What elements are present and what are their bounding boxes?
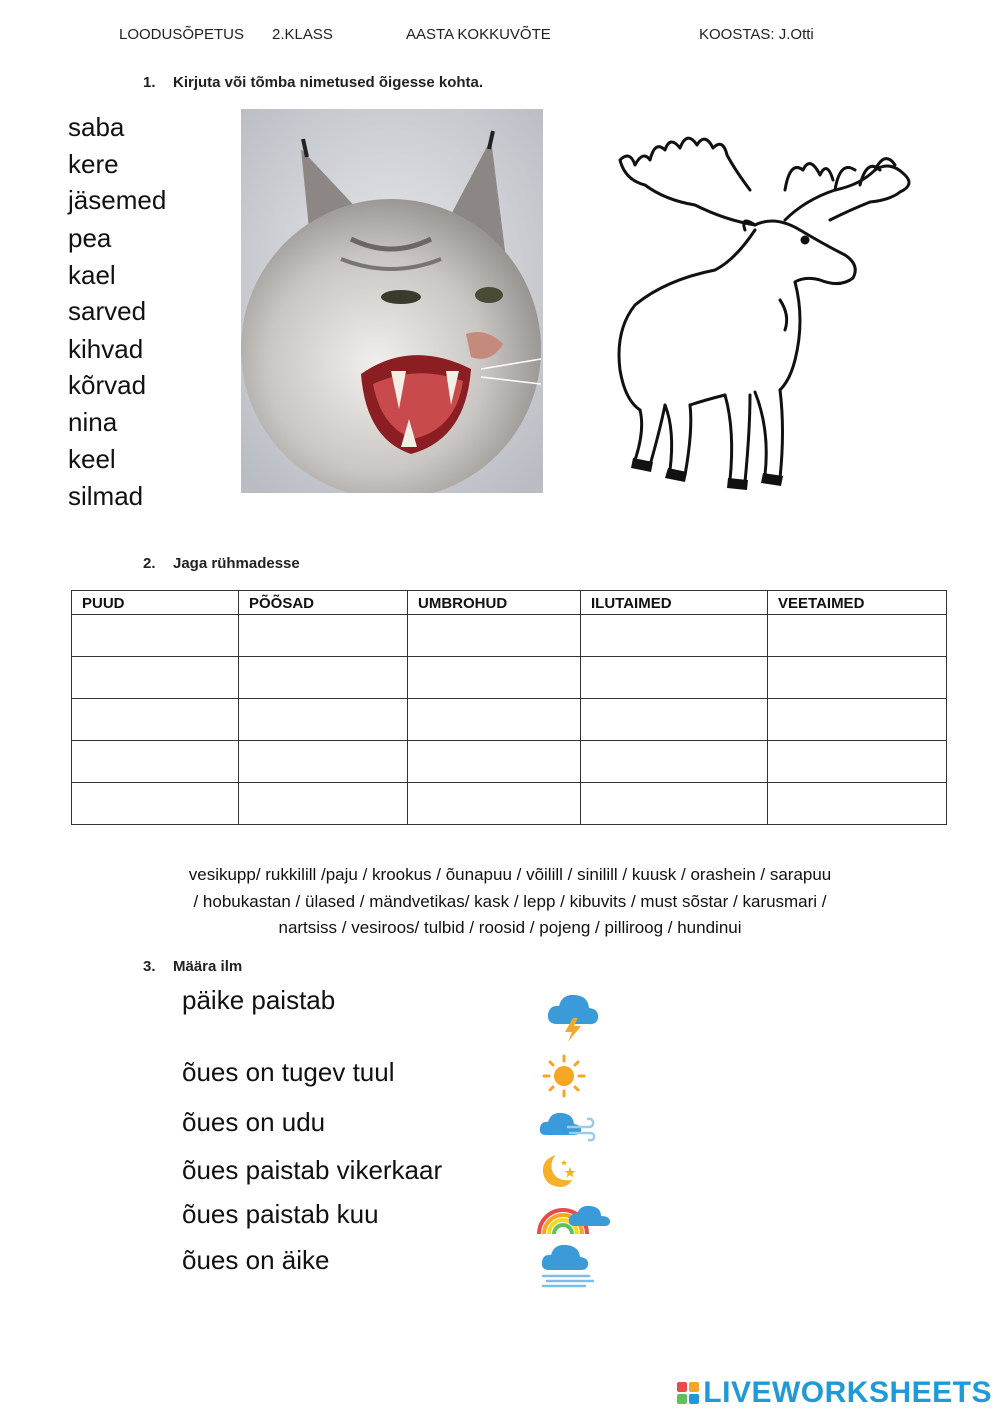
header-title: AASTA KOKKUVÕTE — [406, 26, 551, 43]
answer-cell[interactable] — [581, 741, 768, 783]
lynx-photo — [241, 109, 543, 493]
word-bank-line: vesikupp/ rukkilill /paju / krookus / õunapuu / võilill / sinilill / kuusk / orashein / sarapuu — [188, 865, 832, 884]
rainbow-icon[interactable] — [535, 1194, 613, 1240]
answer-cell[interactable] — [768, 615, 947, 657]
task3-heading — [143, 958, 242, 975]
word-jasemed[interactable]: jäsemed — [68, 185, 167, 215]
word-bank-line: / hobukastan / ülased / mändvetikas/ kask / lepp / kibuvits / must sõstar / karusmari / — [193, 891, 827, 911]
answer-cell[interactable] — [408, 783, 581, 825]
task3-instruction: Määra ilm — [173, 958, 243, 975]
liveworksheets-logo-icon — [677, 1382, 699, 1404]
answer-cell[interactable] — [72, 657, 239, 699]
answer-cell[interactable] — [581, 699, 768, 741]
thunderstorm-icon[interactable] — [545, 990, 601, 1044]
word-korvad[interactable]: kõrvad — [68, 370, 147, 400]
task3-number: 3. — [143, 958, 156, 975]
column-header-veetaimed: VEETAIMED — [768, 591, 947, 615]
word-bank-line: nartsiss / vesiroos/ tulbid / roosid / pojeng / pilliroog / hundinui — [278, 918, 742, 937]
answer-cell[interactable] — [239, 741, 408, 783]
task1-instruction: Kirjuta või tõmba nimetused õigesse kohta. — [173, 74, 484, 91]
task2-instruction: Jaga rühmadesse — [173, 555, 300, 572]
column-header-puud: PUUD — [72, 591, 239, 615]
weather-statement-rainbow[interactable]: õues paistab vikerkaar — [182, 1155, 443, 1185]
task1-number: 1. — [143, 74, 156, 91]
answer-cell[interactable] — [408, 699, 581, 741]
weather-statement-thunder[interactable]: õues on äike — [182, 1245, 330, 1275]
word-nina[interactable]: nina — [68, 407, 118, 437]
column-header-ilutaimed: ILUTAIMED — [581, 591, 768, 615]
weather-statement-moon[interactable]: õues paistab kuu — [182, 1199, 379, 1229]
answer-cell[interactable] — [768, 783, 947, 825]
word-kihvad[interactable]: kihvad — [68, 334, 144, 364]
table-header-row — [72, 591, 947, 615]
column-header-poosad: PÕÕSAD — [239, 591, 408, 615]
table-row — [72, 615, 947, 657]
table-row — [72, 699, 947, 741]
moon-stars-icon[interactable] — [538, 1152, 582, 1190]
answer-cell[interactable] — [239, 699, 408, 741]
word-sarved[interactable]: sarved — [68, 296, 147, 326]
answer-cell[interactable] — [72, 699, 239, 741]
answer-cell[interactable] — [239, 615, 408, 657]
answer-cell[interactable] — [408, 615, 581, 657]
table-row — [72, 657, 947, 699]
answer-cell[interactable] — [581, 783, 768, 825]
answer-cell[interactable] — [408, 657, 581, 699]
fog-icon[interactable] — [539, 1240, 595, 1290]
weather-statement-sun[interactable]: päike paistab — [182, 985, 336, 1015]
header-subject: LOODUSÕPETUS — [119, 26, 245, 43]
header-grade: 2.KLASS — [272, 26, 333, 43]
liveworksheets-logo — [677, 1376, 992, 1410]
word-kael[interactable]: kael — [68, 260, 116, 290]
wind-icon[interactable] — [538, 1107, 596, 1143]
header-author: KOOSTAS: J.Otti — [699, 26, 814, 43]
answer-cell[interactable] — [581, 615, 768, 657]
task2-heading — [143, 555, 300, 572]
liveworksheets-logo-text: LIVEWORKSHEETS — [703, 1376, 992, 1409]
weather-statement-fog[interactable]: õues on udu — [182, 1107, 326, 1137]
word-keel[interactable]: keel — [68, 444, 116, 474]
sun-icon[interactable] — [541, 1053, 587, 1099]
weather-statement-wind[interactable]: õues on tugev tuul — [182, 1057, 395, 1087]
table-row — [72, 783, 947, 825]
answer-cell[interactable] — [239, 657, 408, 699]
moose-drawing — [605, 130, 918, 493]
table-row — [72, 741, 947, 783]
answer-cell[interactable] — [581, 657, 768, 699]
plant-word-bank — [140, 862, 880, 942]
task1-heading — [143, 74, 483, 91]
word-saba[interactable]: saba — [68, 112, 125, 142]
answer-cell[interactable] — [72, 783, 239, 825]
word-kere[interactable]: kere — [68, 149, 119, 179]
answer-cell[interactable] — [239, 783, 408, 825]
answer-cell[interactable] — [768, 741, 947, 783]
answer-cell[interactable] — [72, 741, 239, 783]
answer-cell[interactable] — [72, 615, 239, 657]
word-silmad[interactable]: silmad — [68, 481, 144, 511]
groups-table — [71, 590, 947, 825]
answer-cell[interactable] — [408, 741, 581, 783]
column-header-umbrohud: UMBROHUD — [408, 591, 581, 615]
answer-cell[interactable] — [768, 657, 947, 699]
word-pea[interactable]: pea — [68, 223, 112, 253]
answer-cell[interactable] — [768, 699, 947, 741]
task2-number: 2. — [143, 555, 156, 572]
